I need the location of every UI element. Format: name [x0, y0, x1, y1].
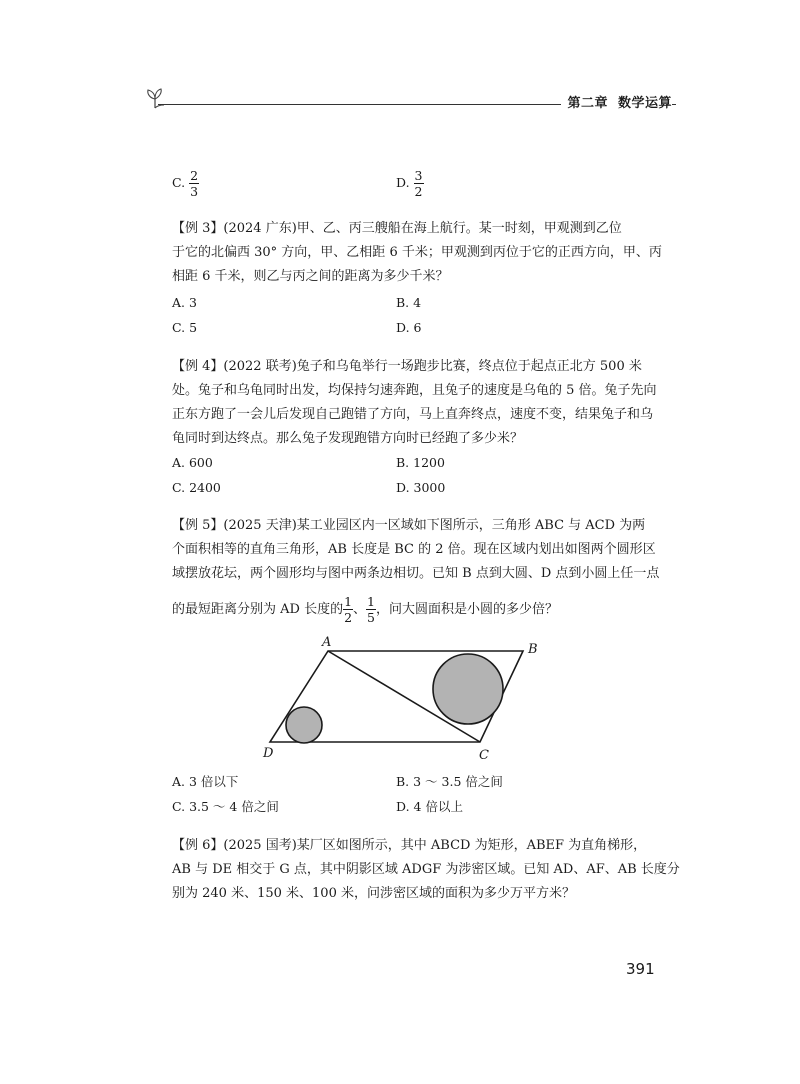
example5-option-d: D. 4 倍以上 — [396, 799, 463, 814]
example3-option-d: D. 6 — [396, 320, 422, 335]
example3-line2: 于它的北偏西 30° 方向，甲、乙相距 6 千米；甲观测到丙位于它的正西方向，甲、丙 — [172, 245, 662, 260]
fraction-one-fifth: $\frac{1}{5}$ — [367, 594, 375, 625]
chapter-number: 第二章 — [567, 96, 608, 111]
example5-option-a: A. 3 倍以下 — [172, 774, 239, 789]
example4-line1: 【例 4】(2022 联考)兔子和乌龟举行一场跑步比赛，终点位于起点正北方 500 米 — [172, 359, 642, 374]
example3-option-b: B. 4 — [396, 295, 422, 310]
example5-option-b: B. 3 ～ 3.5 倍之间 — [396, 774, 503, 789]
small-circle — [286, 707, 322, 743]
label-c: C — [479, 748, 489, 763]
example3-line1: 【例 3】(2024 广东)甲、乙、丙三艘船在海上航行。某一时刻，甲观测到乙位 — [172, 221, 622, 236]
example3-line3: 相距 6 千米，则乙与丙之间的距离为多少千米？ — [172, 269, 449, 284]
sprout-icon — [140, 84, 170, 114]
example3-option-c: C. 5 — [172, 320, 198, 335]
label-b: B — [528, 642, 538, 657]
example4-line4: 龟同时到达终点。那么兔子发现跑错方向时已经跑了多少米？ — [172, 431, 524, 446]
fraction-three-halves: $\frac{3}{2}$ — [414, 168, 423, 199]
chapter-heading — [561, 92, 672, 111]
label-d: D — [263, 746, 274, 761]
example6-line2: AB 与 DE 相交于 G 点，其中阴影区域 ADGF 为涉密区域。已知 AD、AF、AB 长度分 — [172, 862, 680, 877]
example4-option-a: A. 600 — [172, 455, 213, 470]
example5-line3: 域摆放花坛，两个圆形均与图中两条边相切。已知 B 点到大圆、D 点到小圆上任一点 — [172, 566, 660, 581]
example4-option-d: D. 3000 — [396, 480, 446, 495]
example6-line3: 别为 240 米、150 米、100 米，问涉密区域的面积为多少万平方米？ — [172, 886, 575, 901]
parallelogram-figure — [255, 635, 555, 770]
example4-option-b: B. 1200 — [396, 455, 445, 470]
page-number: 391 — [626, 960, 655, 978]
example3-option-a: A. 3 — [172, 295, 197, 310]
example5-line1: 【例 5】(2025 天津)某工业园区内一区域如下图所示，三角形 ABC 与 ACD 为两 — [172, 518, 646, 533]
label-a: A — [322, 635, 332, 650]
example5-line2: 个面积相等的直角三角形，AB 长度是 BC 的 2 倍。现在区域内划出如图两个圆形区 — [172, 542, 656, 557]
fraction-two-thirds: $\frac{2}{3}$ — [190, 168, 199, 199]
example4-line2: 处。兔子和乌龟同时出发，均保持匀速奔跑，且兔子的速度是乌龟的 5 倍。兔子先向 — [172, 383, 657, 398]
example4-line3: 正东方跑了一会儿后发现自己跑错了方向，马上直奔终点，速度不变，结果兔子和乌 — [172, 407, 654, 422]
example4-option-c: C. 2400 — [172, 480, 221, 495]
fraction-one-half: $\frac{1}{2}$ — [344, 594, 353, 625]
page-header — [140, 84, 670, 114]
example6-line1: 【例 6】(2025 国考)某厂区如图所示，其中 ABCD 为矩形，ABEF 为直角梯形， — [172, 838, 647, 853]
option-d-prev: D. $\frac{3}{2}$ — [396, 168, 423, 199]
chapter-title: 数学运算 — [617, 96, 672, 111]
example5-line4: 的最短距离分别为 AD 长度的 $\frac{1}{2}$ 、 $\frac{1}{5}$ ，问大圆面积是小圆的多少倍？ — [172, 594, 559, 625]
example5-option-c: C. 3.5 ～ 4 倍之间 — [172, 799, 279, 814]
option-c-prev: C. $\frac{2}{3}$ — [172, 168, 199, 199]
large-circle — [433, 654, 503, 724]
